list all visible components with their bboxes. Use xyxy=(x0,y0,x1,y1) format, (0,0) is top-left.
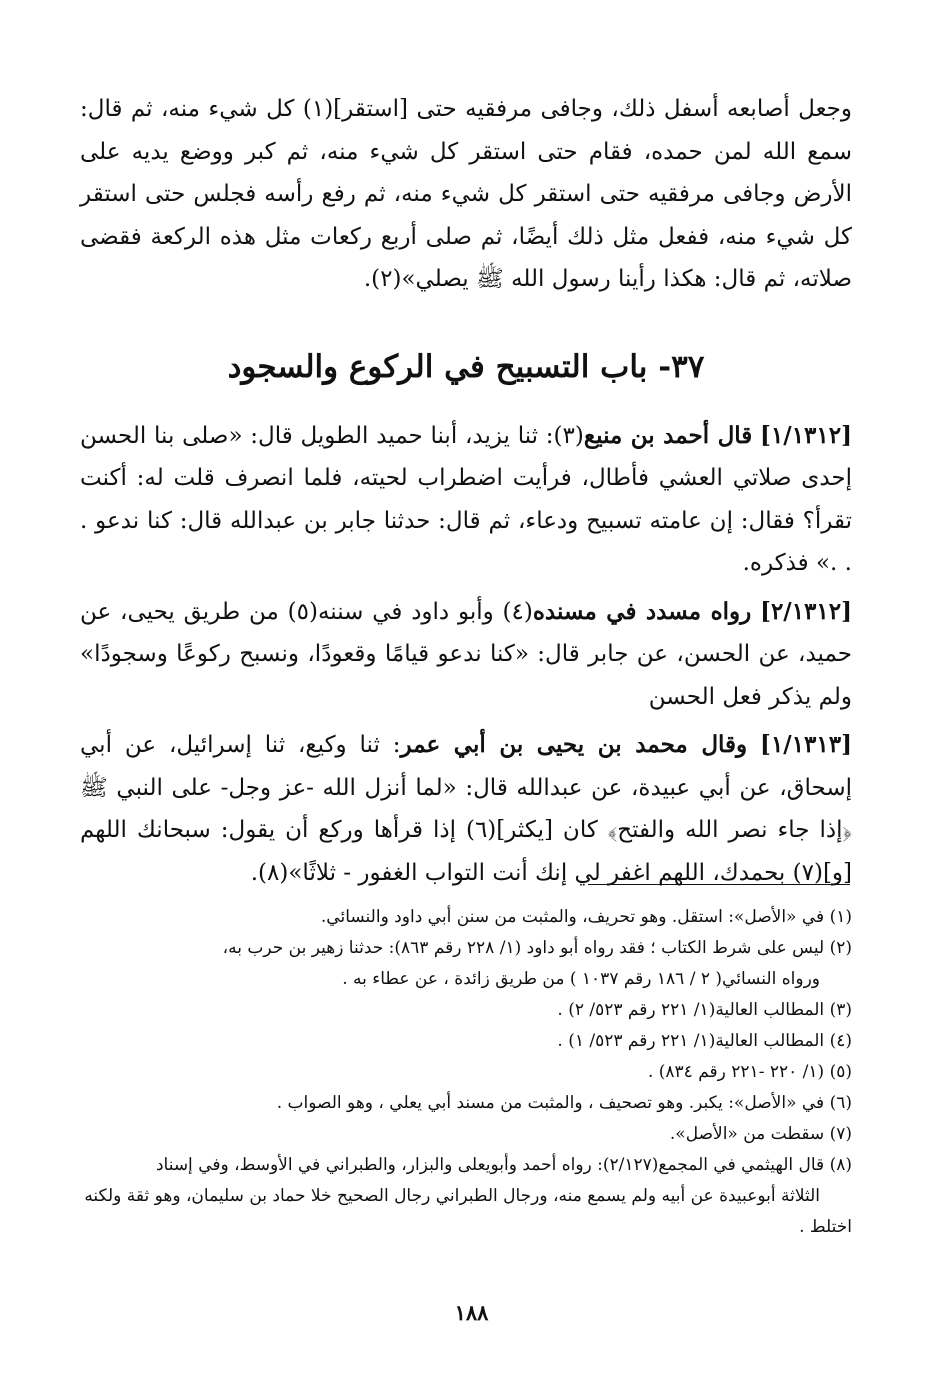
footnote-label: (٢) xyxy=(829,938,852,958)
footnote-label: (٤) xyxy=(829,1031,852,1051)
chapter-heading: ٣٧- باب التسبيح في الركوع والسجود xyxy=(227,348,705,385)
footnote-4 xyxy=(70,1026,852,1057)
footnote-label: (٧) xyxy=(829,1124,852,1144)
footnote-separator xyxy=(588,884,850,885)
hadith-1 xyxy=(80,415,852,585)
footnote-8 xyxy=(70,1150,852,1243)
hadith-lead: رواه مسدد في مسنده xyxy=(532,597,752,625)
footnote-text: سقطت من «الأصل». xyxy=(669,1124,825,1144)
footnote-text: ليس على شرط الكتاب ؛ فقد رواه أبو داود (١/ ٢٢٨ رقم ٨٦٣): حدثنا زهير بن حرب به، xyxy=(222,938,825,958)
hadith-3 xyxy=(80,724,852,894)
footnote-text: (١/ ٢٢٠ -٢٢١ رقم ٨٣٤) . xyxy=(647,1062,825,1082)
hadith-number: [٢/١٣١٢] xyxy=(760,597,853,625)
footnote-text: في «الأصل»: استقل. وهو تحريف، والمثبت من سنن أبي داود والنسائي. xyxy=(320,907,825,927)
hadith-text: (٤) وأبو داود في سننه(٥) من طريق يحيى، عن حميد، عن الحسن، عن جابر قال: «كنا ندعو قيامًا وقعودًا، ونسبح ركوعًا وسجودًا» ولم يذكر فعل الحسن xyxy=(80,598,852,710)
hadith-2 xyxy=(80,591,852,719)
hadith-lead: وقال محمد بن يحيى بن أبي عمر xyxy=(400,731,748,758)
hadith-text: : ثنا وكيع، ثنا إسرائيل، عن أبي إسحاق، عن أبي عبيدة، عن عبدالله قال: «لما أنزل الله -عز وجل- على النبي ﷺ ﴿إذا جاء نصر الله والفتح﴾ كان [يكثر](٦) إذا قرأها وركع أن يقول: سبحانك اللهم [و](٧) بحمدك، اللهم اغفر لي إنك أنت التواب الغفور - ثلاثًا»(٨). xyxy=(80,732,852,886)
intro-paragraph: وجعل أصابعه أسفل ذلك، وجافى مرفقيه حتى [استقر](١) كل شيء منه، ثم قال: سمع الله لمن حمده، فقام حتى استقر كل شيء منه، ثم كبر ووضع يديه على الأرض وجافى مرفقيه حتى استقر كل شيء منه، ثم رفع رأسه فجلس حتى استقر كل شيء منه، ففعل مثل ذلك أيضًا، ثم صلى أربع ركعات مثل هذه الركعة فقضى صلاته، ثم قال: هكذا رأينا رسول الله ﷺ يصلي»(٢). xyxy=(80,96,852,292)
footnote-text: المطالب العالية(١/ ٢٢١ رقم ٥٢٣/ ١) . xyxy=(557,1031,825,1051)
footnote-6 xyxy=(70,1088,852,1119)
footnote-label: (٦) xyxy=(829,1093,852,1113)
footnote-label: (٨) xyxy=(829,1155,852,1175)
hadith-number: [١/١٣١٣] xyxy=(760,731,852,758)
footnote-1 xyxy=(70,902,852,933)
footnote-label: (٥) xyxy=(829,1062,852,1082)
hadith-text: (٣): ثنا يزيد، أبنا حميد الطويل قال: «صلى بنا الحسن إحدى صلاتي العشي فأطال، فرأيت اضطراب لحيته، فلما انصرف قلت له: أكنت تقرأ؟ فقال: إن عامته تسبيح ودعاء، ثم قال: حدثنا جابر بن عبدالله قال: كنا ندعو . . .» فذكره. xyxy=(80,422,852,576)
footnote-5 xyxy=(70,1057,852,1088)
footnote-text: في «الأصل»: يكبر. وهو تصحيف ، والمثبت من مسند أبي يعلي ، وهو الصواب . xyxy=(276,1093,825,1113)
footnote-2 xyxy=(70,933,852,995)
footnote-3 xyxy=(70,995,852,1026)
footnote-7 xyxy=(70,1119,852,1150)
footnote-text: المطالب العالية(١/ ٢٢١ رقم ٥٢٣/ ٢) . xyxy=(557,1000,825,1020)
footnote-label: (١) xyxy=(829,907,852,927)
footnote-label: (٣) xyxy=(829,1000,852,1020)
footnote-text: قال الهيثمي في المجمع(٢/١٢٧): رواه أحمد وأبويعلى والبزار، والطبراني في الأوسط، وفي إسناد xyxy=(155,1155,825,1175)
hadith-number: [١/١٣١٢] xyxy=(760,421,852,449)
footnote-continuation: الثلاثة أبوعبيدة عن أبيه ولم يسمع منه، ورجال الطبراني رجال الصحيح خلا حماد بن سليمان، وهو ثقة ولكنه اختلط . xyxy=(84,1186,852,1237)
page-number: ١٨٨ xyxy=(454,1300,489,1325)
hadith-lead: قال أحمد بن منيع xyxy=(583,421,753,449)
footnotes xyxy=(70,902,852,1243)
page-body xyxy=(80,88,852,900)
footnote-continuation: ورواه النسائي( ٢ / ١٨٦ رقم ١٠٣٧ ) من طريق زائدة ، عن عطاء به . xyxy=(342,969,820,989)
